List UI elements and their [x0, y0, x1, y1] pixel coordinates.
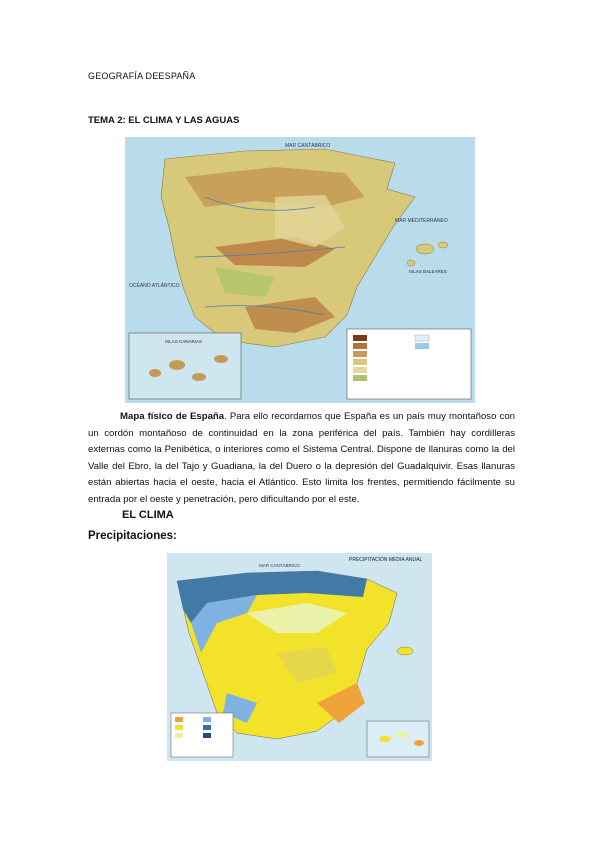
- paragraph-bold-lead: Mapa físico de España: [120, 411, 225, 422]
- heading-clima: EL CLIMA: [122, 509, 174, 521]
- sea-label-mediterraneo: MAR MEDITERRÁNEO: [395, 218, 448, 224]
- physical-map-image: [125, 137, 475, 403]
- sea-label-atlantico: OCÉANO ATLÁNTICO: [129, 283, 180, 289]
- islands-label-canarias: ISLAS CANARIAS: [165, 339, 203, 344]
- body-paragraph: [88, 409, 515, 508]
- precipitation-sea-label: MAR CANTÁBRICO: [259, 563, 300, 568]
- precipitation-map-image: [167, 553, 432, 761]
- sea-label-cantabrico: MAR CANTÁBRICO: [285, 143, 331, 149]
- document-header: GEOGRAFÍA DEESPAÑA: [88, 71, 196, 81]
- heading-precipitaciones: Precipitaciones:: [88, 530, 177, 542]
- islands-label-baleares: ISLAS BALEARES: [409, 269, 447, 274]
- precipitation-map-title: PRECIPITACIÓN MEDIA ANUAL: [349, 557, 423, 563]
- paragraph-text: . Para ello recordamos que España es un país muy montañoso con un cordón montañoso de continuidad en la zona periférica del país. También hay cordilleras externas como la Penibética, o interiores como el Sistema Central. Dispone de llanuras como la del Valle del Ebro, la del Tajo y Guadiana, la del Duero o la depresión del Guadalquivir. Esas llanuras están abiertas hacia el oeste, hacia el Atlántico. Esto limita los frentes, permitiendo fácilmente su entrada por el oeste y penetración, pero dificultando por el este.: [88, 411, 515, 505]
- section-title: TEMA 2: EL CLIMA Y LAS AGUAS: [88, 115, 240, 126]
